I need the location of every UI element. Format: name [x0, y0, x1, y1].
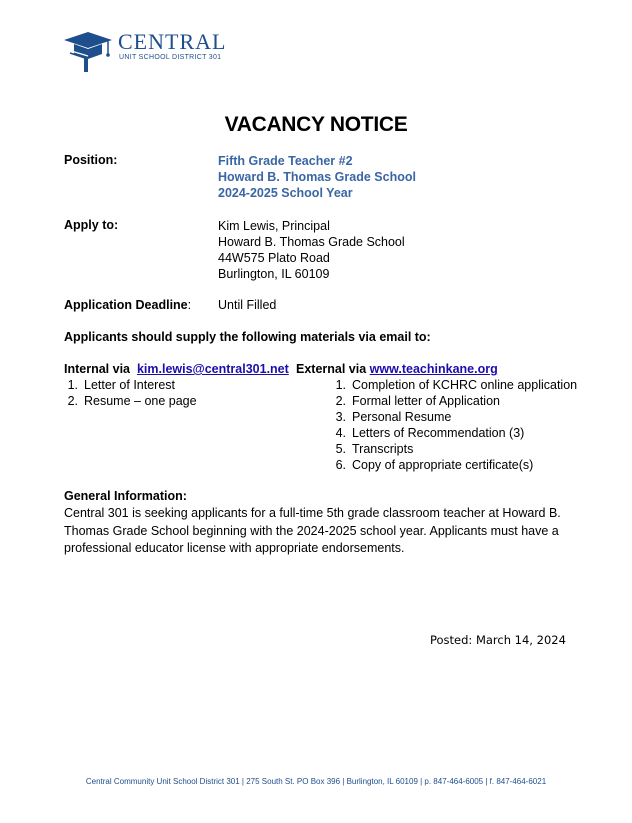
page-title: VACANCY NOTICE — [224, 113, 408, 136]
general-heading: General Information: — [64, 489, 187, 503]
position-line: 2024-2025 School Year — [218, 186, 353, 200]
list-item-text: Letter of Interest — [84, 378, 176, 392]
list-item: 4. Letters of Recommendation (3) — [335, 426, 525, 440]
apply-to-value — [218, 218, 405, 282]
posted-date: Posted: March 14, 2024 — [430, 633, 566, 647]
address-line: Howard B. Thomas Grade School — [218, 235, 405, 249]
internal-label: Internal via — [64, 362, 130, 376]
position-value — [218, 153, 416, 201]
list-item-text: Letters of Recommendation (3) — [352, 426, 525, 440]
external-heading — [296, 362, 498, 376]
address-line: Kim Lewis, Principal — [218, 219, 330, 233]
deadline-colon: : — [187, 298, 192, 312]
position-line: Fifth Grade Teacher #2 — [218, 154, 353, 168]
external-label: External via — [296, 362, 367, 376]
internal-email-link[interactable]: kim.lewis@central301.net — [136, 362, 289, 376]
list-item-text: Transcripts — [352, 442, 414, 456]
position-line: Howard B. Thomas Grade School — [218, 170, 416, 184]
list-item-text: Copy of appropriate certificate(s) — [352, 458, 534, 472]
materials-heading: Applicants should supply the following materials via email to: — [64, 330, 431, 344]
list-item-text: Resume – one page — [84, 394, 197, 408]
external-website-link[interactable]: www.teachinkane.org — [369, 362, 498, 376]
position-label: Position: — [64, 153, 118, 167]
district-logo — [62, 28, 242, 74]
internal-list — [58, 377, 197, 409]
logo-subtitle: UNIT SCHOOL DISTRICT 301 — [119, 54, 222, 61]
address-line: 44W575 Plato Road — [218, 251, 330, 265]
list-item: 2. Resume – one page — [67, 394, 197, 408]
deadline-value: Until Filled — [218, 298, 277, 312]
list-item: 3. Personal Resume — [335, 410, 452, 424]
address-line: Burlington, IL 60109 — [218, 267, 330, 281]
external-list — [326, 377, 577, 473]
list-item: 5. Transcripts — [335, 442, 414, 456]
logo-name: CENTRAL — [118, 29, 227, 54]
general-body: Central 301 is seeking applicants for a full-time 5th grade classroom teacher at Howard B. Thomas Grade School beginning with the 2024-2025 school year. Applicants must have a professional educator license with appropriate endorsements. — [64, 506, 561, 555]
apply-to-label: Apply to: — [64, 218, 119, 232]
list-item-text: Completion of KCHRC online application — [352, 378, 578, 392]
list-item: 1. Completion of KCHRC online application — [335, 378, 578, 392]
list-item-text: Personal Resume — [352, 410, 452, 424]
deadline-label-text: Application Deadline — [64, 298, 188, 312]
footer-contact: Central Community Unit School District 301 | 275 South St. PO Box 396 | Burlington, IL 60109 | p. 847-464-6005 | f. 847-464-6021 — [85, 777, 547, 786]
list-item-text: Formal letter of Application — [352, 394, 500, 408]
list-item: 1. Letter of Interest — [67, 378, 176, 392]
deadline-label — [64, 298, 191, 312]
internal-heading — [64, 362, 289, 376]
list-item: 6. Copy of appropriate certificate(s) — [335, 458, 534, 472]
graduation-cap-icon — [62, 28, 114, 74]
list-item: 2. Formal letter of Application — [335, 394, 500, 408]
